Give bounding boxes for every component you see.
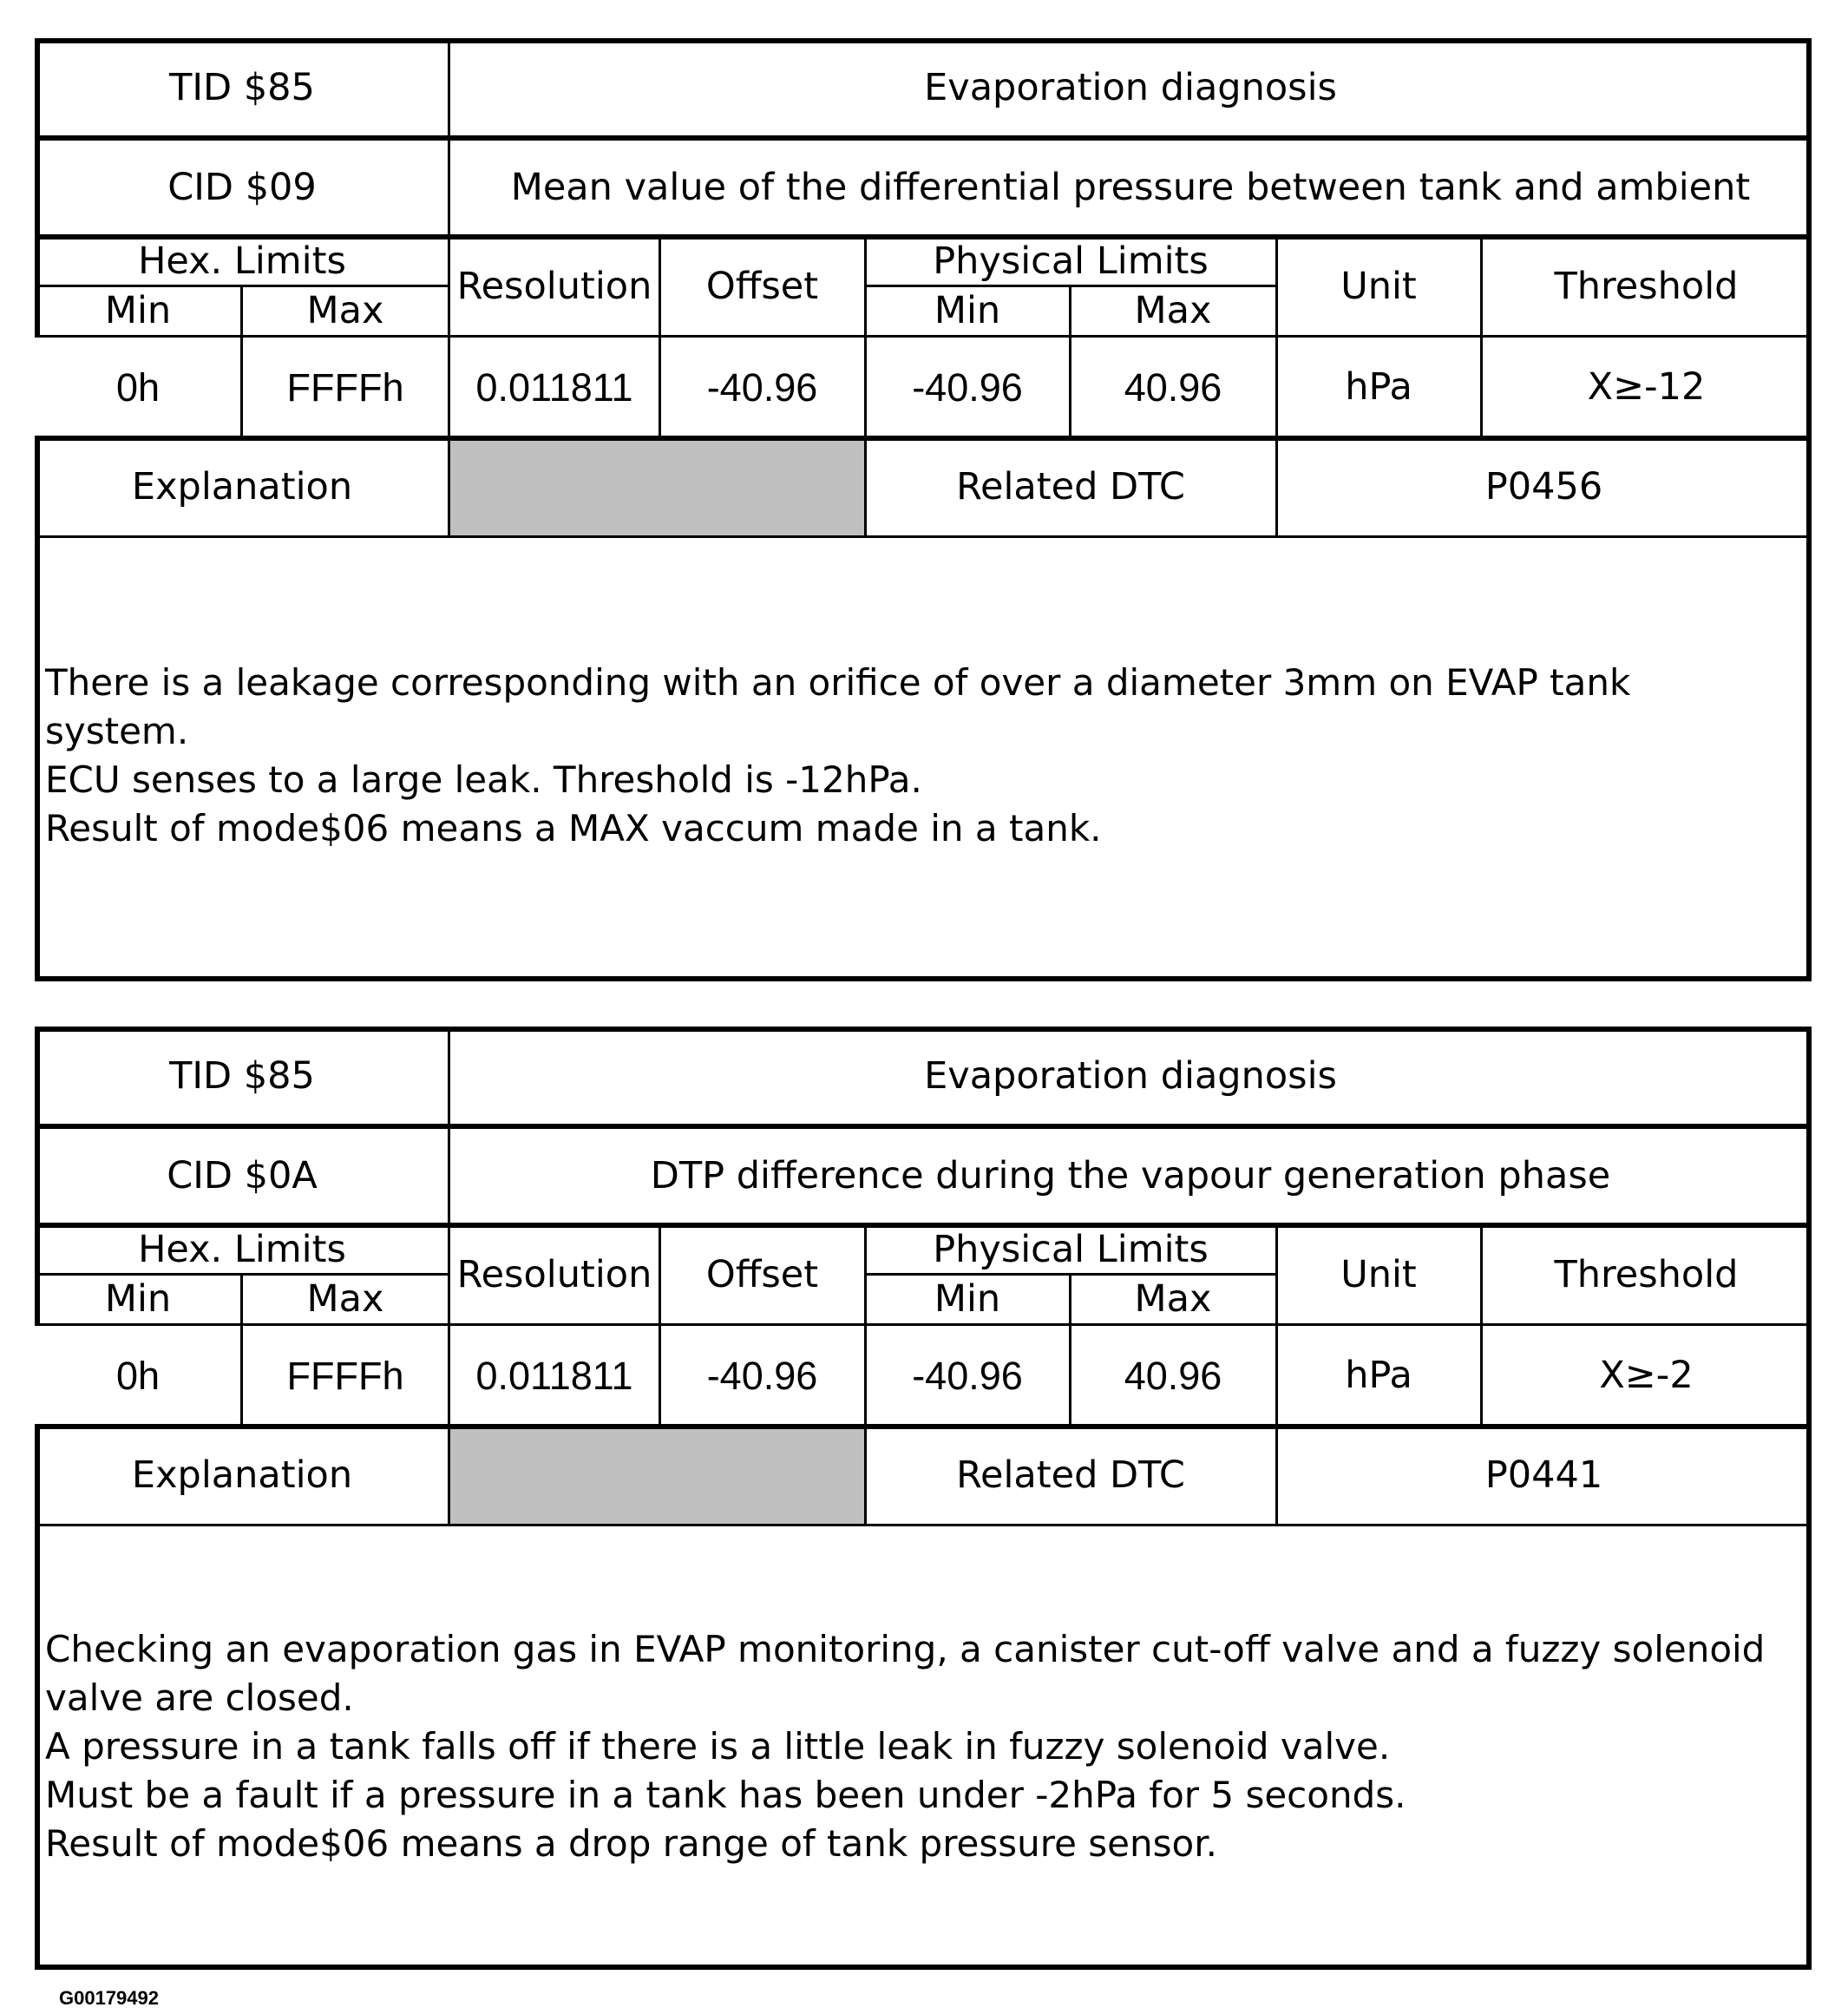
vline-478 <box>448 38 450 538</box>
value-threshold: X≥-2 <box>1599 1353 1694 1397</box>
border-right <box>1806 1027 1812 1970</box>
rule-header <box>35 335 1812 338</box>
header-hex-limits: Hex. Limits <box>138 239 346 283</box>
rule-cid <box>35 1223 1812 1228</box>
explanation-line: system. <box>45 710 189 752</box>
explanation-line: Result of mode$06 means a drop range of tank pressure sensor. <box>45 1822 1217 1865</box>
header-phys-min: Min <box>934 288 1001 332</box>
header-offset: Offset <box>705 264 819 308</box>
border-top <box>35 1027 1812 1032</box>
explanation-line: Must be a fault if a pressure in a tank has been under -2hPa for 5 seconds. <box>45 1774 1406 1816</box>
explanation-line: ECU senses to a large leak. Threshold is -12hPa. <box>45 758 922 801</box>
vline-957 <box>864 1225 867 1526</box>
vline-957 <box>864 237 867 538</box>
vline-238 <box>240 1274 243 1427</box>
explanation-line: Checking an evaporation gas in EVAP monitoring, a canister cut-off valve and a fuzzy solenoid <box>45 1628 1766 1670</box>
value-hex-min: 0h <box>115 1353 161 1398</box>
border-bottom <box>35 1965 1812 1970</box>
related-dtc-label: Related DTC <box>956 465 1185 508</box>
border-right <box>1806 38 1812 981</box>
header-hex-min: Min <box>104 288 172 332</box>
value-resolution: 0.011811 <box>475 1353 633 1398</box>
explanation-text <box>45 659 1806 853</box>
border-top <box>35 38 1812 43</box>
cid-label: CID $09 <box>167 165 317 209</box>
border-bottom <box>35 976 1812 981</box>
header-hex-min: Min <box>104 1276 172 1321</box>
explanation-text <box>45 1625 1806 1868</box>
header-threshold: Threshold <box>1554 1252 1739 1296</box>
tid-description: Evaporation diagnosis <box>924 1054 1337 1098</box>
value-hex-min: 0h <box>115 364 161 410</box>
value-phys-max: 40.96 <box>1124 1353 1222 1398</box>
header-phys-min: Min <box>934 1276 1001 1321</box>
value-hex-max: FFFFh <box>286 364 404 410</box>
tid-label: TID $85 <box>169 66 315 109</box>
value-offset: -40.96 <box>706 1353 818 1398</box>
rule-tid <box>35 135 1812 141</box>
explanation-line: A pressure in a tank falls off if there is a little leak in fuzzy solenoid valve. <box>45 1725 1391 1768</box>
vline-238 <box>240 285 243 438</box>
diagnosis-table-2 <box>35 1027 1812 1970</box>
cid-label: CID $0A <box>167 1153 318 1197</box>
header-phys-max: Max <box>1134 288 1212 332</box>
border-left-upper <box>35 1027 40 1324</box>
header-resolution: Resolution <box>456 1252 652 1296</box>
rule-explanation-row <box>35 535 1812 538</box>
cid-description: DTP difference during the vapour generation phase <box>650 1153 1611 1197</box>
cid-description: Mean value of the differential pressure between tank and ambient <box>510 165 1751 209</box>
empty-gray-cell <box>449 440 865 536</box>
related-dtc-label: Related DTC <box>956 1453 1185 1497</box>
value-hex-max: FFFFh <box>286 1353 404 1398</box>
tid-label: TID $85 <box>169 1054 315 1098</box>
border-left-upper <box>35 38 40 336</box>
rule-values <box>35 436 1812 441</box>
header-resolution: Resolution <box>456 264 652 308</box>
value-offset: -40.96 <box>706 364 818 410</box>
value-unit: hPa <box>1345 364 1412 409</box>
value-phys-min: -40.96 <box>912 1353 1023 1398</box>
figure-code: G00179492 <box>59 1987 159 2009</box>
vline-1193 <box>1069 1274 1071 1427</box>
diagnosis-table-1 <box>35 38 1812 981</box>
rule-values <box>35 1424 1812 1429</box>
related-dtc-value: P0456 <box>1484 465 1603 508</box>
explanation-line: There is a leakage corresponding with an orifice of over a diameter 3mm on EVAP tank <box>45 661 1631 704</box>
vline-1431 <box>1275 1225 1278 1526</box>
value-phys-min: -40.96 <box>912 364 1023 410</box>
empty-gray-cell <box>449 1428 865 1525</box>
rule-cid <box>35 234 1812 239</box>
value-unit: hPa <box>1345 1353 1412 1397</box>
header-physical-limits: Physical Limits <box>933 239 1209 283</box>
header-offset: Offset <box>705 1252 819 1296</box>
header-threshold: Threshold <box>1554 264 1739 308</box>
border-left-lower <box>35 438 40 981</box>
explanation-label: Explanation <box>131 1453 353 1497</box>
border-left-lower <box>35 1427 40 1970</box>
tid-description: Evaporation diagnosis <box>924 66 1337 109</box>
header-unit: Unit <box>1340 1252 1417 1296</box>
explanation-line: valve are closed. <box>45 1676 354 1719</box>
header-phys-max: Max <box>1134 1276 1212 1321</box>
value-phys-max: 40.96 <box>1124 364 1222 410</box>
rule-header <box>35 1323 1812 1326</box>
header-physical-limits: Physical Limits <box>933 1227 1209 1271</box>
vline-720 <box>659 237 661 438</box>
related-dtc-value: P0441 <box>1484 1453 1603 1497</box>
header-hex-max: Max <box>306 288 384 332</box>
header-unit: Unit <box>1340 264 1417 308</box>
rule-explanation-row <box>35 1524 1812 1526</box>
explanation-label: Explanation <box>131 465 353 508</box>
rule-tid <box>35 1124 1812 1129</box>
explanation-line: Result of mode$06 means a MAX vaccum made in a tank. <box>45 807 1102 850</box>
value-resolution: 0.011811 <box>475 364 633 410</box>
vline-1667 <box>1480 1225 1483 1427</box>
vline-1193 <box>1069 285 1071 438</box>
vline-1431 <box>1275 237 1278 538</box>
header-hex-limits: Hex. Limits <box>138 1227 346 1271</box>
vline-478 <box>448 1027 450 1526</box>
value-threshold: X≥-12 <box>1587 364 1706 409</box>
vline-720 <box>659 1225 661 1427</box>
vline-1667 <box>1480 237 1483 438</box>
header-hex-max: Max <box>306 1276 384 1321</box>
